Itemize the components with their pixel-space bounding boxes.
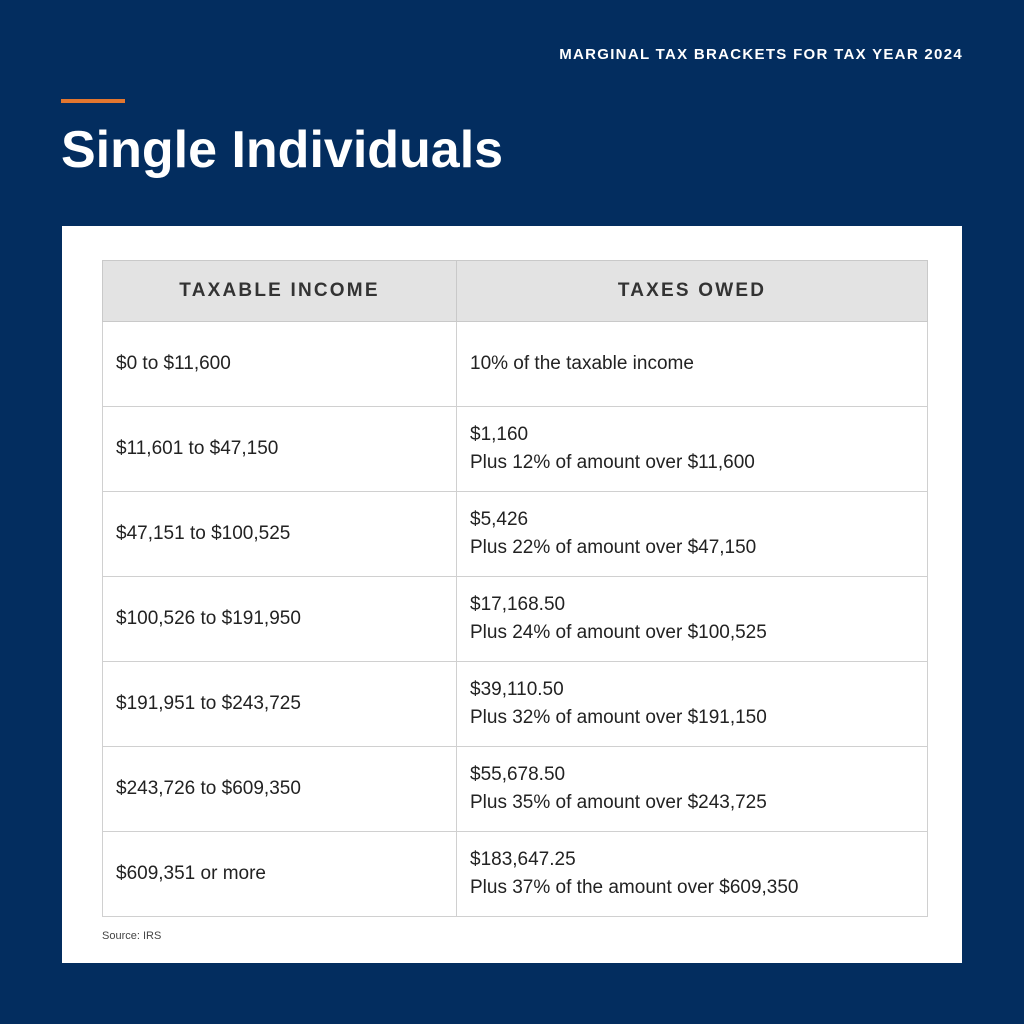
table-row: [103, 492, 928, 577]
income-cell: $100,526 to $191,950: [103, 577, 457, 662]
income-cell: $243,726 to $609,350: [103, 747, 457, 832]
owed-base: $5,426: [470, 509, 529, 530]
table-row: [103, 322, 928, 407]
owed-cell: [457, 322, 928, 407]
owed-rate: Plus 35% of amount over $243,725: [470, 792, 767, 813]
owed-base: $183,647.25: [470, 849, 576, 870]
owed-base: $1,160: [470, 424, 529, 445]
income-cell: $11,601 to $47,150: [103, 407, 457, 492]
owed-base: 10% of the taxable income: [470, 353, 694, 374]
table-row: [103, 832, 928, 917]
column-header-taxes-owed: TAXES OWED: [457, 261, 928, 322]
owed-rate: Plus 24% of amount over $100,525: [470, 622, 767, 643]
owed-rate: Plus 37% of the amount over $609,350: [470, 877, 799, 898]
owed-base: $39,110.50: [470, 679, 564, 700]
income-cell: $609,351 or more: [103, 832, 457, 917]
owed-base: $55,678.50: [470, 764, 566, 785]
income-cell: $0 to $11,600: [103, 322, 457, 407]
owed-cell: [457, 747, 928, 832]
table-row: [103, 747, 928, 832]
table-row: [103, 407, 928, 492]
owed-base: $17,168.50: [470, 594, 566, 615]
table-card: [62, 226, 962, 963]
owed-cell: [457, 407, 928, 492]
tax-bracket-table: [102, 260, 928, 917]
table-row: [103, 577, 928, 662]
owed-rate: Plus 22% of amount over $47,150: [470, 537, 757, 558]
table-row: [103, 662, 928, 747]
source-note: Source: IRS: [102, 930, 162, 942]
column-header-taxable-income: TAXABLE INCOME: [103, 261, 457, 322]
owed-cell: [457, 577, 928, 662]
top-label: MARGINAL TAX BRACKETS FOR TAX YEAR 2024: [559, 46, 963, 63]
page-title: Single Individuals: [61, 121, 504, 179]
owed-cell: [457, 492, 928, 577]
owed-rate: Plus 32% of amount over $191,150: [470, 707, 767, 728]
owed-cell: [457, 662, 928, 747]
accent-bar: [61, 99, 125, 103]
income-cell: $47,151 to $100,525: [103, 492, 457, 577]
table-header-row: [103, 261, 928, 322]
income-cell: $191,951 to $243,725: [103, 662, 457, 747]
owed-rate: Plus 12% of amount over $11,600: [470, 452, 755, 473]
owed-cell: [457, 832, 928, 917]
